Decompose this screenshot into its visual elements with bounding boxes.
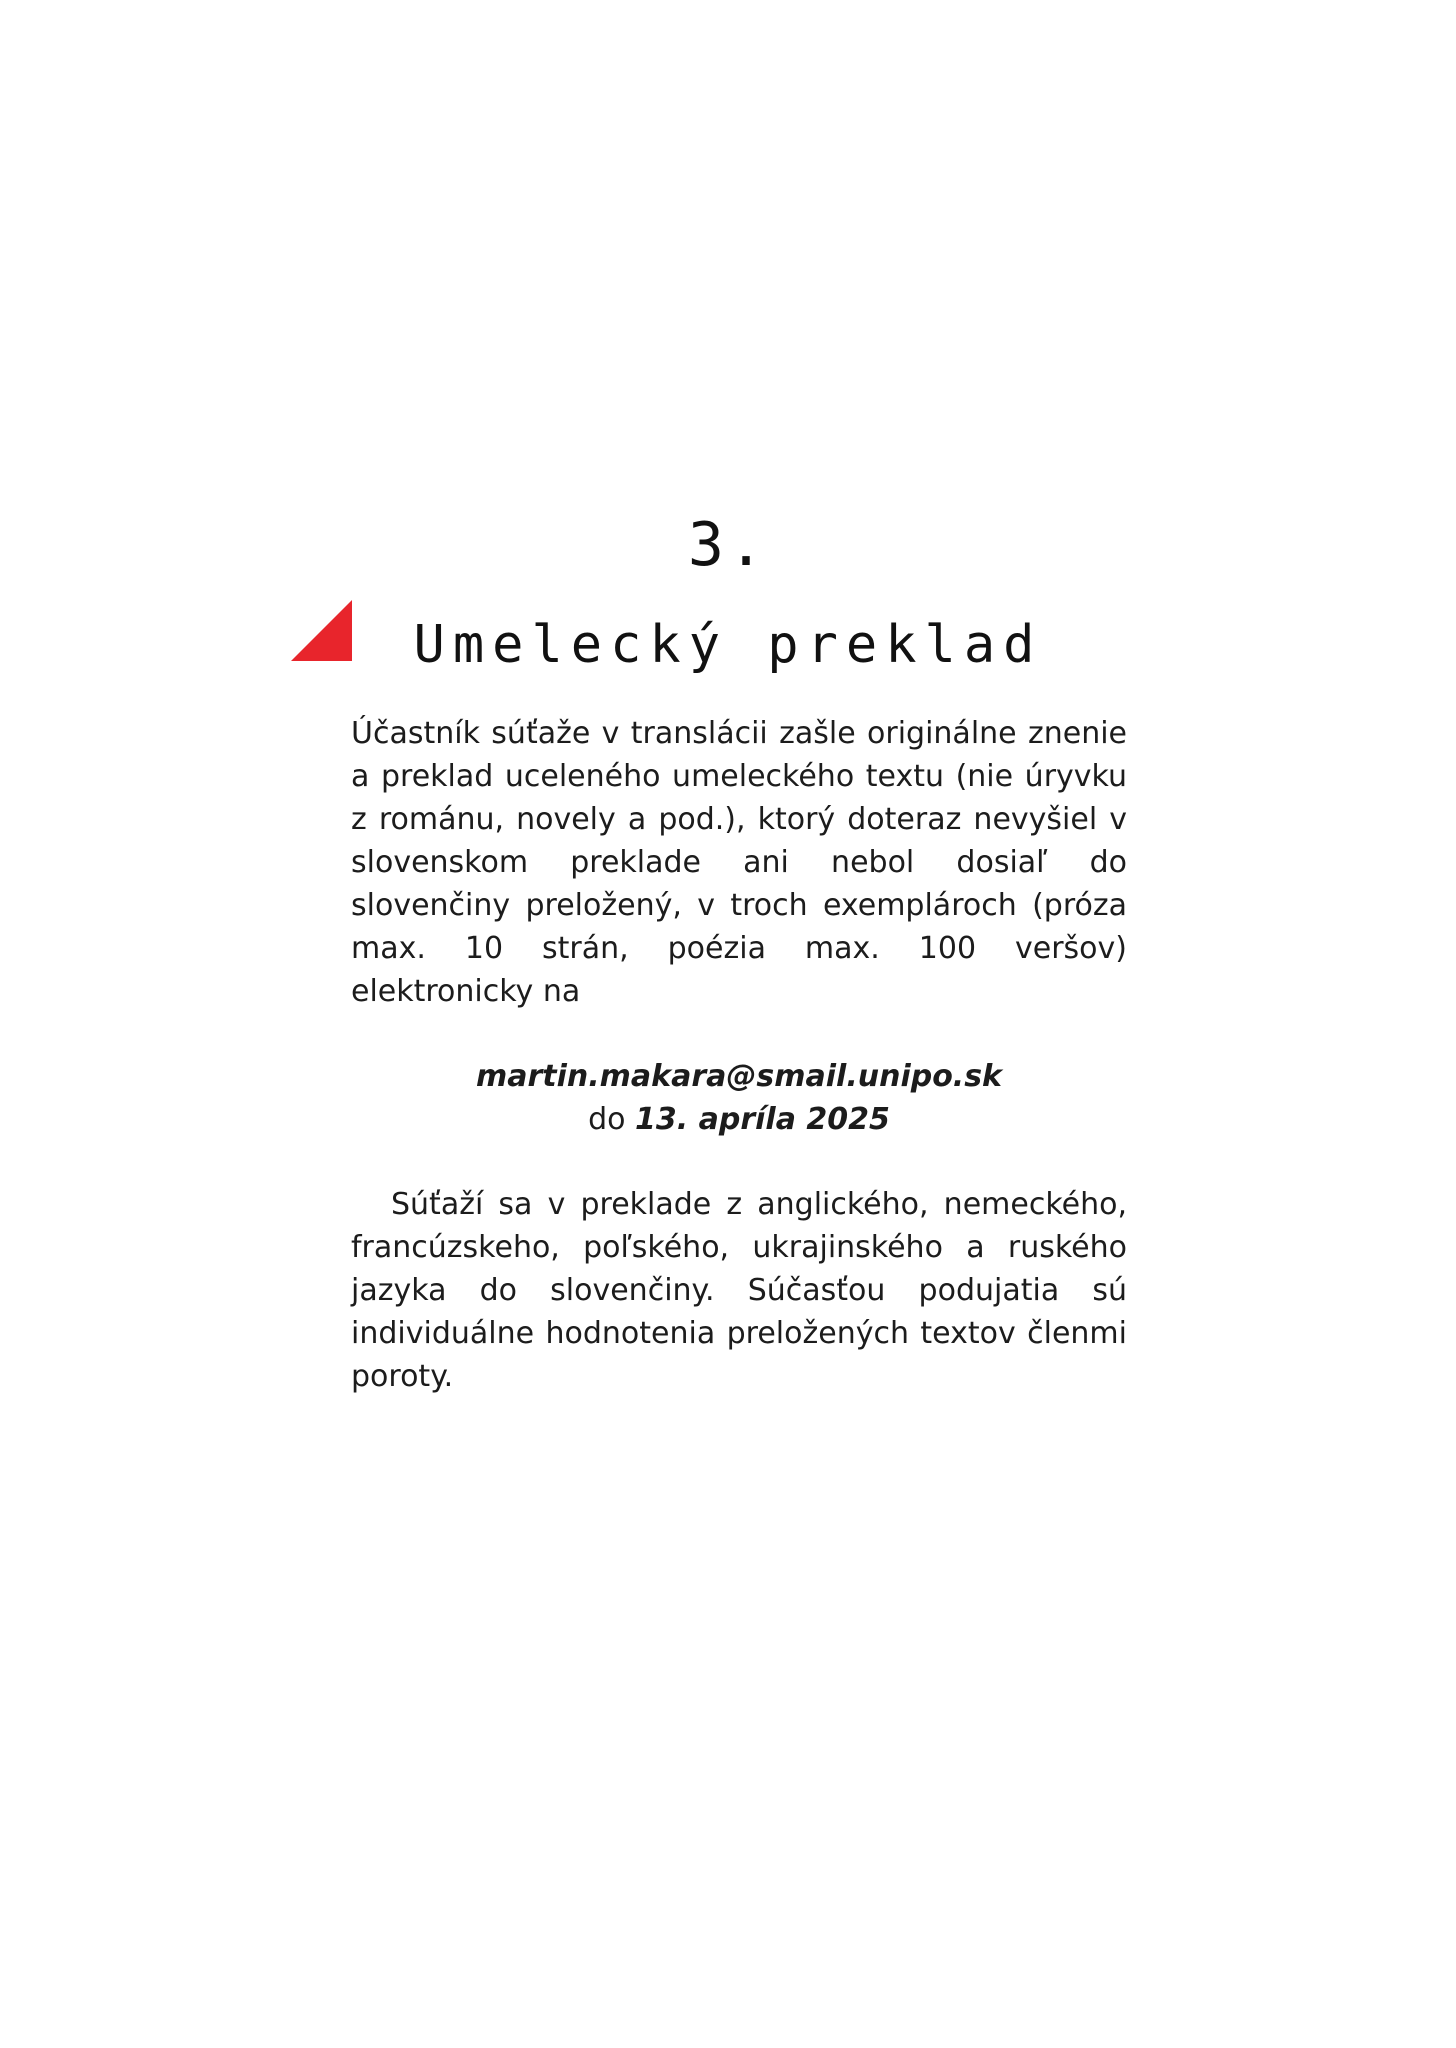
deadline-date: 13. apríla 2025 [635,1102,890,1137]
deadline-line [351,1098,1127,1141]
deadline-prefix: do [588,1102,626,1137]
submission-contact [351,1055,1127,1141]
intro-paragraph: Účastník súťaže v translácii zašle originálne znenie a preklad uceleného umeleckého textu (nie úryvku z románu, novely a pod.), ktorý doteraz nevyšiel v slovenskom preklade ani nebol dosiaľ do slovenčiny preložený, v troch exemplároch (próza max. 10 strán, poézia max. 100 veršov) elektronicky na [351,716,1127,1009]
section-title: Umelecký preklad [413,615,1043,675]
section-number: 3. [687,510,769,580]
section-body [351,712,1127,1398]
email-link[interactable]: martin.makara@smail.unipo.sk [475,1059,1003,1094]
languages-paragraph: Súťaží sa v preklade z anglického, nemeckého, francúzskeho, poľského, ukrajinského a ruského jazyka do slovenčiny. Súčasťou podujatia sú individuálne hodnotenia preložených textov členmi poroty. [351,1187,1127,1394]
